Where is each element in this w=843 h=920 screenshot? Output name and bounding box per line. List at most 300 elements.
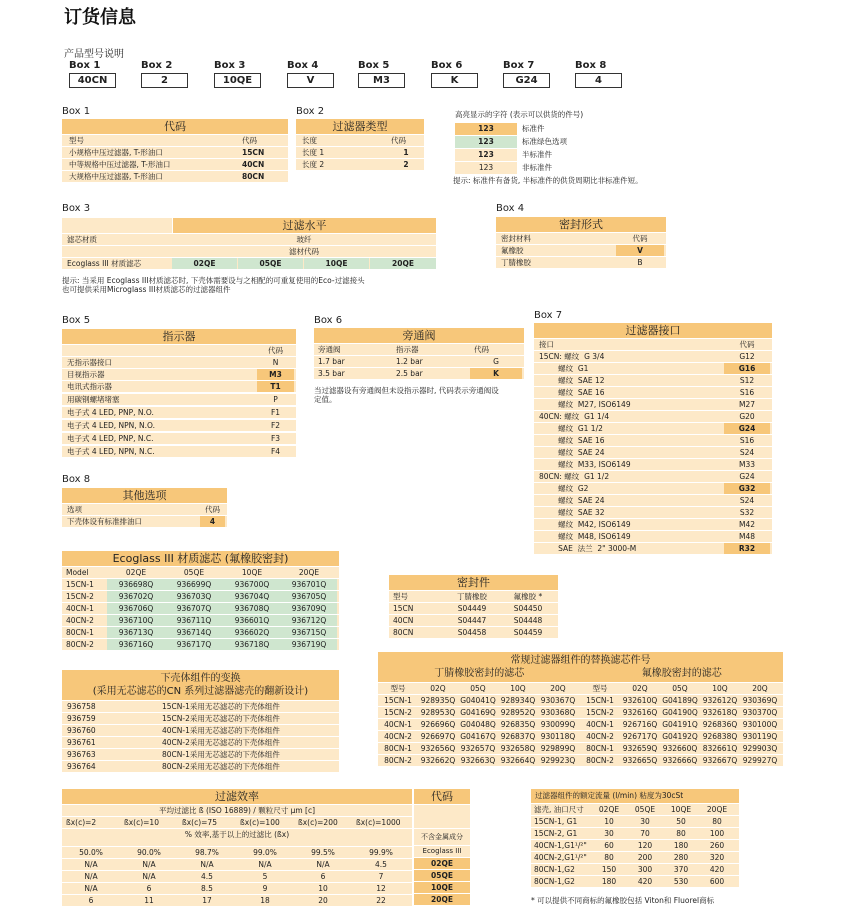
flow-table (531, 789, 739, 887)
repl-cell: 15CN-2 (384, 708, 412, 717)
box7-cell: 螺纹 G1 1/2 (539, 424, 603, 433)
box5-row (62, 381, 296, 392)
box3-table (62, 218, 436, 269)
repl-col: 10Q (712, 684, 728, 693)
flow-cell: 530 (673, 877, 689, 886)
repl-cell: 40CN-2 (384, 732, 412, 741)
box6-row (314, 356, 524, 367)
box7-cell: G16 (724, 363, 770, 374)
repl-cell: 932618Q (702, 708, 738, 717)
flow-col: 05QE (634, 805, 656, 814)
eco-cell: 936602Q (223, 627, 281, 638)
seals-cell: S04448 (513, 616, 543, 625)
eff-cell: 12 (376, 884, 386, 893)
eff-row (62, 871, 412, 882)
eco-cell: 936703Q (165, 591, 223, 602)
eco-cell: 936710Q (107, 615, 165, 626)
eff-pct-val: 99.5% (311, 848, 335, 857)
repl-row (378, 707, 783, 718)
box3-code: 02QE (172, 258, 237, 269)
eff-code-note1: 不含金属成分 (421, 833, 463, 841)
eff-pct (62, 829, 412, 840)
eco-col: 20QE (298, 568, 320, 577)
eff-row (62, 859, 412, 870)
eff-beta: ßx(c)=10 (124, 818, 159, 827)
eff-cell: 10 (318, 884, 328, 893)
flow-cell: 80CN-1,G2 (534, 877, 575, 886)
eco-cell: 40CN-2 (66, 616, 94, 625)
repl-cell: 930118Q (540, 732, 576, 741)
repl-cell: G04169Q (460, 708, 496, 717)
eff-code-note (414, 846, 470, 857)
eff-cell: 11 (144, 896, 154, 905)
repl-cell: 932664Q (500, 756, 536, 765)
eff-cell: N/A (84, 884, 98, 893)
eff-cell: 22 (376, 896, 386, 905)
model-desc: 产品型号说明 (64, 49, 124, 60)
flow-cell: 420 (709, 865, 725, 874)
box5-row (62, 420, 296, 431)
repl-col: 02Q (632, 684, 648, 693)
box2-length: 长度 2 (302, 160, 325, 169)
eco-cell: 80CN-1 (66, 628, 94, 637)
eff-beta-row (62, 817, 412, 828)
eco-cell: 936706Q (107, 603, 165, 614)
seals-row (389, 615, 558, 626)
repl-cell: 929899Q (540, 744, 576, 753)
box-label: Box 1 (69, 60, 101, 71)
repl-cell: 926697Q (420, 732, 456, 741)
box4-col: 密封材料 (501, 234, 531, 243)
box7-row (534, 459, 772, 470)
box1-model: 大规格中压过滤器, T-形油口 (69, 172, 163, 181)
eff-cell: 7 (378, 872, 384, 881)
box7-row (534, 399, 772, 410)
box5-cell: 电讯式指示器 (67, 382, 112, 391)
eff-sub-text: 平均过滤比 ß (ISO 16889) / 颗粒尺寸 µm [c] (158, 806, 316, 815)
legend-text: 标准绿色选项 (522, 137, 567, 146)
seals-table (389, 575, 558, 638)
repl-cell: 932665Q (622, 756, 658, 765)
eff-code: 02QE (431, 859, 453, 868)
box7-cell: 40CN: 螺纹 G1 1/4 (539, 412, 610, 421)
eff-beta: ßx(c)=1000 (356, 818, 401, 827)
repl-col: 20Q (550, 684, 566, 693)
legend-text: 非标准件 (522, 163, 552, 172)
repl-row (378, 695, 783, 706)
repl-row (378, 755, 783, 766)
conv-cell: 936760 (67, 726, 96, 735)
repl-cell: 932612Q (702, 696, 738, 705)
repl-cell: 926717Q (622, 732, 658, 741)
repl-cell: 930367Q (540, 696, 576, 705)
eco-cell: 15CN-1 (66, 580, 94, 589)
eff-cell: 17 (202, 896, 212, 905)
box-value: 4 (575, 73, 622, 88)
flow-cell: 280 (673, 853, 689, 862)
eco-col: 02QE (125, 568, 147, 577)
box7-cell: S16 (739, 436, 755, 445)
eff-header-row (62, 789, 470, 804)
box1-col: 型号 (69, 136, 84, 145)
box7-cell: SAE 法兰 2" 3000-M (539, 544, 637, 553)
box6-col-row (314, 344, 524, 355)
flow-cell: 80CN-1,G2 (534, 865, 575, 874)
eco-cell: 936708Q (223, 603, 281, 614)
box4-code: B (637, 258, 643, 267)
box1-col: 代码 (242, 136, 257, 145)
box-label: Box 7 (503, 60, 535, 71)
box7-row (534, 447, 772, 458)
box6-row (314, 368, 524, 379)
box7-col: 代码 (739, 340, 755, 349)
eff-beta: ßx(c)=200 (298, 818, 338, 827)
eco-row (62, 579, 339, 590)
legend-code: 123 (455, 149, 517, 161)
box7-cell: S24 (739, 448, 755, 457)
box8-header: 其他选项 (62, 488, 227, 503)
box5-cell: 目视指示器 (67, 370, 105, 379)
flow-cell: 15CN-1, G1 (534, 817, 578, 826)
eff-code-row (414, 870, 470, 881)
seals-col: 型号 (393, 592, 408, 601)
flow-col-row (531, 804, 739, 815)
eco-cell: 936717Q (165, 639, 223, 650)
eff-code-row (414, 858, 470, 869)
box7-cell: 螺纹 M33, ISO6149 (539, 460, 631, 469)
box7-col: 接口 (539, 340, 554, 349)
eco-cell: 936716Q (107, 639, 165, 650)
repl-cell: 928953Q (420, 708, 456, 717)
flow-note: * 可以提供不同商标的氟橡胶包括 Viton和 Fluorel商标 (531, 896, 715, 905)
repl-cell: G04192Q (662, 732, 698, 741)
box6-cell: G (493, 357, 499, 366)
box7-cell: S12 (739, 376, 755, 385)
flow-cell: 200 (637, 853, 653, 862)
box7-row (534, 483, 772, 494)
box7-row (534, 423, 772, 434)
box2-code: 2 (403, 160, 409, 169)
eff-pct-text: % 效率,基于以上的过滤比 (ßx) (184, 830, 290, 839)
legend-code: 123 (455, 162, 517, 174)
eco-cell: 936702Q (107, 591, 165, 602)
box5-row (62, 433, 296, 444)
box7-cell: S16 (739, 388, 755, 397)
box6-label: Box 6 (314, 315, 343, 326)
eff-cell: 6 (146, 884, 152, 893)
eff-beta: ßx(c)=100 (240, 818, 280, 827)
flow-cell: 370 (673, 865, 689, 874)
repl-col-row (378, 683, 783, 694)
repl-cell: 928935Q (420, 696, 456, 705)
box-value: G24 (503, 73, 550, 88)
repl-col: 型号 (592, 684, 608, 693)
eco-cell: 936700Q (223, 579, 281, 590)
eff-pct-val: 90.0% (137, 848, 161, 857)
box8-option: 下壳体设有标准排油口 (67, 517, 142, 526)
box5-col-row (62, 345, 296, 356)
repl-cell: G04189Q (662, 696, 698, 705)
flow-title: 过滤器组件的额定流量 (l/min) 粘度为30cSt (531, 789, 739, 803)
efficiency-table (62, 789, 470, 906)
flow-cell: 80 (712, 817, 722, 826)
seals-row (389, 603, 558, 614)
eff-cell: N/A (84, 872, 98, 881)
box7-cell: 80CN: 螺纹 G1 1/2 (539, 472, 610, 481)
repl-cell: 932662Q (420, 756, 456, 765)
box7-cell: 螺纹 M42, ISO6149 (539, 520, 631, 529)
eco-cell: 936709Q (281, 603, 337, 614)
eco-cell: 936713Q (107, 627, 165, 638)
legend-note: 提示: 标准件有备货, 半标准件的供货周期比非标准件短。 (453, 176, 643, 185)
eff-code: 20QE (431, 895, 453, 904)
repl-cell: 932666Q (662, 756, 698, 765)
box5-cell: 电子式 4 LED, NPN, N.C. (67, 447, 155, 456)
conversion-subheader: (采用无芯滤芯的CN 系列过滤器滤壳的翻新设计) (92, 686, 309, 697)
eco-cell: 936705Q (281, 591, 337, 602)
eff-sub (62, 805, 412, 816)
conversion-header: 下壳体组件的变换 (160, 673, 241, 684)
eff-cell: N/A (316, 860, 330, 869)
eco-cell: 80CN-2 (66, 640, 94, 649)
eco-cell: 936718Q (223, 639, 281, 650)
eco-cell: 936698Q (107, 579, 165, 590)
eff-cell: 5 (262, 872, 268, 881)
repl-cell: G04041Q (460, 696, 496, 705)
box1-model: 中等规格中压过滤器, T-形油口 (69, 160, 171, 169)
box7-cell: G24 (724, 423, 770, 434)
box-value: 10QE (214, 73, 261, 88)
legend-text: 半标准件 (522, 150, 552, 159)
repl-cell: 15CN-1 (384, 696, 412, 705)
box5-cell: P (273, 395, 278, 404)
box7-cell: M27 (738, 400, 755, 409)
eff-beta: ßx(c)=75 (182, 818, 217, 827)
repl-cell: 80CN-1 (586, 744, 614, 753)
eff-cell: N/A (142, 860, 156, 869)
conv-row (62, 749, 339, 760)
box4-label: Box 4 (496, 203, 525, 214)
eco-cell: 15CN-2 (66, 592, 94, 601)
eff-pct-val: 99.9% (369, 848, 393, 857)
eff-code-header: 代码 (414, 789, 470, 804)
conv-cell: 40CN-2采用无芯滤芯的下壳体组件 (162, 738, 280, 747)
conv-cell: 936761 (67, 738, 96, 747)
box5-cell: 电子式 4 LED, PNP, N.C. (67, 434, 154, 443)
box8-label: Box 8 (62, 474, 91, 485)
box-label: Box 2 (141, 60, 173, 71)
flow-cell: 60 (604, 841, 614, 850)
box6-note: 当过滤器设有旁通阀但未设指示器时, 代码表示旁通阀设 定值。 (314, 386, 499, 404)
eff-code-row (414, 894, 470, 905)
eff-left (62, 804, 412, 906)
box7-row (534, 519, 772, 530)
box6-cell: 3.5 bar (318, 369, 345, 378)
eff-pct-val: 98.7% (195, 848, 219, 857)
eco-row (62, 591, 339, 602)
repl-cell: 926838Q (702, 732, 738, 741)
eff-header: 过滤效率 (62, 789, 412, 804)
box7-cell: 螺纹 G1 (539, 364, 589, 373)
box3-material: 滤芯材质 (67, 235, 97, 244)
box-label: Box 6 (431, 60, 463, 71)
eco-cell: 936715Q (281, 627, 337, 638)
eco-cell: 936714Q (165, 627, 223, 638)
repl-cell: 80CN-1 (384, 744, 412, 753)
repl-cell: 926837Q (500, 732, 536, 741)
eff-body (62, 804, 470, 906)
flow-col: 滤壳, 油口尺寸 (534, 805, 584, 814)
box6-header: 旁通阀 (314, 328, 524, 343)
flow-row (531, 816, 739, 827)
seals-col: 丁腈橡胶 (457, 592, 487, 601)
eco-cell: 936711Q (165, 615, 223, 626)
repl-cell: 930099Q (540, 720, 576, 729)
flow-cell: 100 (709, 829, 725, 838)
box5-cell: 电子式 4 LED, PNP, N.O. (67, 408, 154, 417)
flow-cell: 260 (709, 841, 725, 850)
box-label: Box 5 (358, 60, 390, 71)
repl-cell: 932659Q (622, 744, 658, 753)
box7-cell: 螺纹 SAE 24 (539, 496, 605, 505)
eco-col-row (62, 567, 339, 578)
box7-cell: R32 (724, 543, 770, 554)
eff-cell: 6 (320, 872, 326, 881)
eco-row (62, 615, 339, 626)
box3-label: Box 3 (62, 203, 91, 214)
box-value: M3 (358, 73, 405, 88)
box7-row (534, 543, 772, 554)
conv-cell: 80CN-2采用无芯滤芯的下壳体组件 (162, 762, 280, 771)
eff-cell: 4.5 (201, 872, 213, 881)
eco-cell: 936601Q (223, 615, 281, 626)
eff-row (62, 883, 412, 894)
box6-col: 旁通阀 (318, 345, 341, 354)
box6-table (314, 328, 524, 379)
repl-cell: 932656Q (420, 744, 456, 753)
repl-cell: 926716Q (622, 720, 658, 729)
flow-col: 10QE (670, 805, 692, 814)
repl-cell: 926835Q (500, 720, 536, 729)
eff-code-note (414, 829, 470, 845)
box7-row (534, 435, 772, 446)
repl-cell: 932663Q (460, 756, 496, 765)
flow-cell: 420 (637, 877, 653, 886)
flow-cell: 10 (604, 817, 614, 826)
repl-cell: 15CN-2 (586, 708, 614, 717)
flow-row (531, 840, 739, 851)
flow-cell: 30 (604, 829, 614, 838)
box7-cell: 15CN: 螺纹 G 3/4 (539, 352, 605, 361)
seals-cell: 80CN (393, 628, 414, 637)
box7-cell: G32 (724, 483, 770, 494)
box5-row (62, 369, 296, 380)
replacement-header: 常规过滤器组件的替换滤芯件号 (510, 655, 651, 666)
box7-cell: G24 (739, 472, 755, 481)
eco-cell: 936704Q (223, 591, 281, 602)
box7-table (534, 323, 772, 554)
box7-cell: 螺纹 M27, ISO6149 (539, 400, 631, 409)
box7-cell: 螺纹 SAE 16 (539, 388, 605, 397)
repl-cell: 40CN-1 (586, 720, 614, 729)
box7-row (534, 507, 772, 518)
box3-eco: Ecoglass III 材质滤芯 (67, 259, 142, 268)
box4-table (496, 217, 666, 268)
repl-cell: G04048Q (460, 720, 496, 729)
seals-col-row (389, 591, 558, 602)
eff-cell: N/A (200, 860, 214, 869)
flow-cell: 600 (709, 877, 725, 886)
eff-cell: N/A (258, 860, 272, 869)
eco-cell: 936699Q (165, 579, 223, 590)
box5-row (62, 446, 296, 457)
seals-col: 氟橡胶 * (513, 592, 543, 601)
eco-cell: 936712Q (281, 615, 337, 626)
box5-cell: M3 (257, 369, 294, 380)
eco-cell: 40CN-1 (66, 604, 94, 613)
box7-cell: G12 (739, 352, 755, 361)
box5-label: Box 5 (62, 315, 91, 326)
seals-cell: 40CN (393, 616, 414, 625)
seals-header: 密封件 (389, 575, 558, 590)
repl-cell: 932658Q (500, 744, 536, 753)
box6-cell: 1.7 bar (318, 357, 345, 366)
box-value: V (287, 73, 334, 88)
eff-cell: 8.5 (201, 884, 213, 893)
flow-row (531, 864, 739, 875)
eco-row (62, 627, 339, 638)
repl-cell: 932610Q (622, 696, 658, 705)
replacement-nbr-title: 丁腈橡胶密封的滤芯 (434, 668, 525, 679)
box4-col: 代码 (632, 234, 648, 243)
flow-cell: 70 (640, 829, 650, 838)
flow-cell: 320 (709, 853, 725, 862)
box7-cell: G20 (739, 412, 755, 421)
repl-cell: 930119Q (742, 732, 778, 741)
legend-code: 123 (455, 136, 517, 148)
flow-cell: 120 (637, 841, 653, 850)
box5-table (62, 329, 296, 457)
box3-code: 10QE (304, 258, 369, 269)
repl-cell: 930369Q (742, 696, 778, 705)
box5-cell: N (272, 358, 279, 367)
repl-cell: 932657Q (460, 744, 496, 753)
box7-cell: S32 (739, 508, 755, 517)
box2-table (296, 119, 424, 170)
flow-cell: 40CN-1,G1¹/²" (534, 841, 587, 850)
legend-code: 123 (455, 123, 517, 135)
conv-row (62, 737, 339, 748)
box3-header: 过滤水平 (173, 218, 436, 233)
eff-pct-val: 99.0% (253, 848, 277, 857)
flow-cell: 300 (637, 865, 653, 874)
repl-cell: 930368Q (540, 708, 576, 717)
eff-code-row (414, 882, 470, 893)
box-label: Box 3 (214, 60, 246, 71)
flow-cell: 15CN-2, G1 (534, 829, 578, 838)
page-title: 订货信息 (64, 7, 136, 28)
box5-header: 指示器 (62, 329, 296, 344)
repl-row (378, 719, 783, 730)
box7-row (534, 495, 772, 506)
repl-col: 20Q (752, 684, 768, 693)
eff-code: 05QE (431, 871, 453, 880)
box7-cell: M42 (738, 520, 755, 529)
box3-fiber: 玻纤 (296, 235, 312, 244)
legend (455, 123, 567, 175)
repl-cell: 929927Q (742, 756, 778, 765)
conv-cell: 15CN-2采用无芯滤芯的下壳体组件 (162, 714, 280, 723)
